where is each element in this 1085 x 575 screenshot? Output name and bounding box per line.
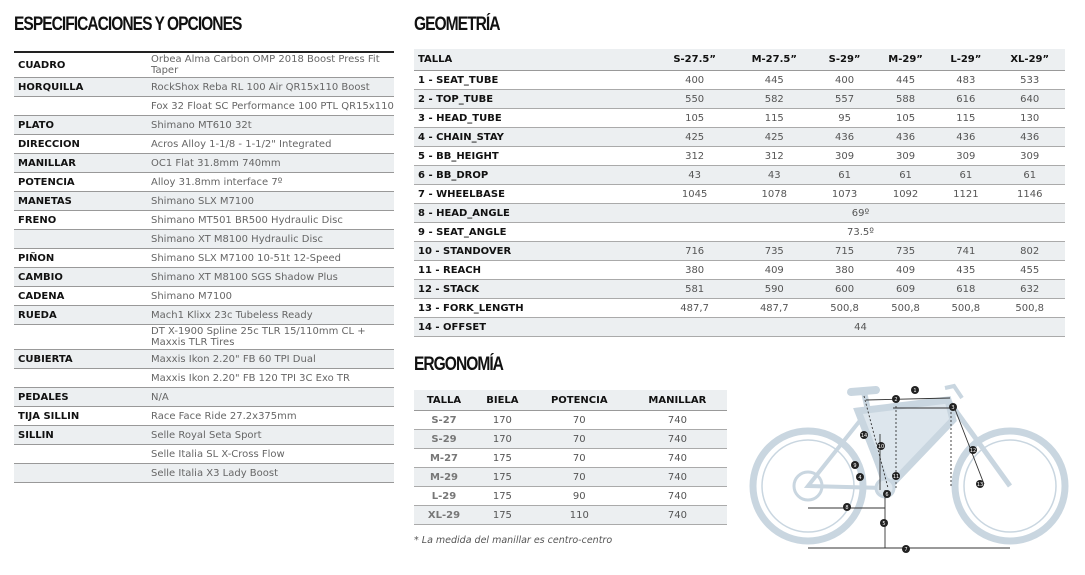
ergonomia-header-cell: TALLA — [414, 390, 474, 411]
spec-value: Shimano MT610 32t — [151, 119, 252, 131]
spec-value: Fox 32 Float SC Performance 100 PTL QR15x110 — [151, 100, 394, 112]
ergonomia-cell: 90 — [531, 487, 628, 506]
geometry-row — [414, 147, 1065, 166]
geometry-cell: 436 — [874, 128, 937, 147]
geometry-cell: 436 — [815, 128, 874, 147]
spec-value: Shimano XT M8100 Hydraulic Disc — [151, 233, 323, 245]
geometry-row-label: 1 - SEAT_TUBE — [414, 71, 656, 90]
geometry-header-cell: M-27.5” — [733, 49, 815, 71]
spec-value: Acros Alloy 1-1/8 - 1-1/2" Integrated — [151, 138, 332, 150]
geometry-cell: 400 — [815, 71, 874, 90]
geometry-cell: 500,8 — [874, 299, 937, 318]
geometry-cell: 1146 — [994, 185, 1065, 204]
geometry-row-label: 12 - STACK — [414, 280, 656, 299]
ergonomia-cell: 740 — [628, 506, 727, 525]
spec-label: PLATO — [18, 119, 54, 131]
geometry-row-label: 7 - WHEELBASE — [414, 185, 656, 204]
geometry-cell: 741 — [937, 242, 994, 261]
geometry-header-cell: TALLA — [414, 49, 656, 71]
geometry-cell: 400 — [656, 71, 733, 90]
spec-label: RUEDA — [18, 309, 57, 321]
callout-number: 4 — [858, 475, 862, 481]
spec-value: Shimano M7100 — [151, 290, 233, 302]
spec-value: Maxxis Ikon 2.20" FB 120 TPI 3C Exo TR — [151, 372, 350, 384]
ergonomia-cell: 70 — [531, 411, 628, 430]
spec-row — [14, 287, 394, 306]
callout-number: 8 — [845, 505, 849, 511]
geometry-row-label: 3 - HEAD_TUBE — [414, 109, 656, 128]
spec-row — [14, 230, 394, 249]
specs-table — [14, 51, 394, 483]
geometry-cell: 61 — [815, 166, 874, 185]
spec-value: Selle Italia SL X-Cross Flow — [151, 448, 285, 460]
spec-value: Mach1 Klixx 23c Tubeless Ready — [151, 309, 313, 321]
spec-row — [14, 97, 394, 116]
spec-row — [14, 350, 394, 369]
spec-row — [14, 407, 394, 426]
geometry-row — [414, 204, 1065, 223]
geometry-cell: 500,8 — [815, 299, 874, 318]
spec-label: MANILLAR — [18, 157, 76, 169]
spec-value: Shimano SLX M7100 10-51t 12-Speed — [151, 252, 342, 264]
geometry-cell: 61 — [937, 166, 994, 185]
geometry-cell: 61 — [874, 166, 937, 185]
spec-label: POTENCIA — [18, 176, 75, 188]
geometry-row-label: 2 - TOP_TUBE — [414, 90, 656, 109]
ergonomia-cell: 70 — [531, 430, 628, 449]
geometry-cell: 640 — [994, 90, 1065, 109]
spec-value: Alloy 31.8mm interface 7º — [151, 176, 283, 188]
geometry-row-label: 9 - SEAT_ANGLE — [414, 223, 656, 242]
callout-number: 7 — [904, 547, 908, 553]
spec-label: PIÑON — [18, 252, 55, 264]
geometry-cell: 715 — [815, 242, 874, 261]
geometry-cell: 500,8 — [994, 299, 1065, 318]
spec-row — [14, 426, 394, 445]
spec-row — [14, 388, 394, 407]
geometry-cell: 716 — [656, 242, 733, 261]
geometry-cell: 425 — [656, 128, 733, 147]
spec-row — [14, 211, 394, 230]
geometry-row-label: 6 - BB_DROP — [414, 166, 656, 185]
geometry-cell: 105 — [656, 109, 733, 128]
ergonomia-header-cell: BIELA — [474, 390, 531, 411]
spec-row — [14, 173, 394, 192]
geometry-cell: 616 — [937, 90, 994, 109]
geometry-header-cell: XL-29” — [994, 49, 1065, 71]
geometry-cell: 309 — [937, 147, 994, 166]
spec-row — [14, 192, 394, 211]
geometry-cell: 436 — [994, 128, 1065, 147]
ergonomia-cell: 175 — [474, 468, 531, 487]
geometry-header-cell: M-29” — [874, 49, 937, 71]
geometry-cell: 483 — [937, 71, 994, 90]
geometry-row-label: 14 - OFFSET — [414, 318, 656, 337]
geometry-row — [414, 223, 1065, 242]
ergonomia-cell: M-29 — [414, 468, 474, 487]
spec-row — [14, 325, 394, 350]
geometry-row — [414, 71, 1065, 90]
geometry-row — [414, 261, 1065, 280]
spec-value: Race Face Ride 27.2x375mm — [151, 410, 297, 422]
geometry-cell: 409 — [874, 261, 937, 280]
geometry-row — [414, 299, 1065, 318]
geometry-cell: 632 — [994, 280, 1065, 299]
geometry-merged-value: 69º — [656, 204, 1065, 223]
geometry-cell: 487,7 — [656, 299, 733, 318]
geometry-cell: 735 — [874, 242, 937, 261]
geometry-header-cell: S-27.5” — [656, 49, 733, 71]
spec-value: DT X-1900 Spline 25c TLR 15/110mm CL + Maxxis TLR Tires — [151, 326, 366, 348]
ergonomia-cell: 740 — [628, 449, 727, 468]
geometry-header-row — [414, 49, 1065, 71]
ergonomia-cell: S-27 — [414, 411, 474, 430]
ergonomia-cell: XL-29 — [414, 506, 474, 525]
geometry-row-label: 13 - FORK_LENGTH — [414, 299, 656, 318]
geometry-cell: 43 — [656, 166, 733, 185]
spec-label: MANETAS — [18, 195, 72, 207]
geometry-cell: 380 — [815, 261, 874, 280]
geometry-row-label: 4 - CHAIN_STAY — [414, 128, 656, 147]
geometry-row-label: 8 - HEAD_ANGLE — [414, 204, 656, 223]
ergonomia-row — [414, 468, 727, 487]
ergonomia-row — [414, 449, 727, 468]
ergonomia-cell: 740 — [628, 411, 727, 430]
ergonomia-cell: 175 — [474, 449, 531, 468]
geometry-cell: 802 — [994, 242, 1065, 261]
spec-value: RockShox Reba RL 100 Air QR15x110 Boost — [151, 81, 370, 93]
ergonomia-cell: 70 — [531, 449, 628, 468]
geometry-cell: 557 — [815, 90, 874, 109]
ergonomia-row — [414, 487, 727, 506]
geometry-header-cell: L-29” — [937, 49, 994, 71]
geometry-cell: 609 — [874, 280, 937, 299]
spec-label: HORQUILLA — [18, 81, 84, 93]
spec-label: CUBIERTA — [18, 353, 73, 365]
spec-row — [14, 268, 394, 287]
geometry-row-label: 10 - STANDOVER — [414, 242, 656, 261]
spec-label: FRENO — [18, 214, 57, 226]
geometry-row — [414, 166, 1065, 185]
spec-value: N/A — [151, 391, 169, 403]
spec-row — [14, 445, 394, 464]
callout-number: 14 — [860, 433, 868, 439]
geometry-row — [414, 109, 1065, 128]
ergonomia-cell: 110 — [531, 506, 628, 525]
spec-row — [14, 53, 394, 78]
callout-number: 3 — [951, 405, 955, 411]
geometry-row-label: 11 - REACH — [414, 261, 656, 280]
geometry-cell: 115 — [733, 109, 815, 128]
bike-frame-illustration — [753, 386, 1065, 541]
geometry-cell: 581 — [656, 280, 733, 299]
ergonomia-cell: 170 — [474, 430, 531, 449]
geometry-row-label: 5 - BB_HEIGHT — [414, 147, 656, 166]
geometry-table — [414, 49, 1065, 337]
geometry-cell: 1121 — [937, 185, 994, 204]
ergonomia-cell: 175 — [474, 487, 531, 506]
geometry-row — [414, 128, 1065, 147]
ergonomia-cell: M-27 — [414, 449, 474, 468]
geometry-cell: 550 — [656, 90, 733, 109]
manillar-note: * La medida del manillar es centro-centro — [414, 535, 613, 546]
geometry-cell: 95 — [815, 109, 874, 128]
spec-row — [14, 78, 394, 97]
geometry-cell: 735 — [733, 242, 815, 261]
geometry-cell: 618 — [937, 280, 994, 299]
spec-value: Selle Italia X3 Lady Boost — [151, 467, 279, 479]
spec-label: CAMBIO — [18, 271, 63, 283]
geometry-cell: 1073 — [815, 185, 874, 204]
ergonomia-header-row — [414, 390, 727, 411]
geometry-cell: 1078 — [733, 185, 815, 204]
ergonomia-title: ERGONOMÍA — [414, 354, 503, 375]
geometry-cell: 105 — [874, 109, 937, 128]
geometry-cell: 1045 — [656, 185, 733, 204]
spec-value: Orbea Alma Carbon OMP 2018 Boost Press Fit Taper — [151, 54, 380, 76]
spec-row — [14, 135, 394, 154]
geometry-cell: 312 — [733, 147, 815, 166]
geometry-row — [414, 185, 1065, 204]
ergonomia-header-cell: POTENCIA — [531, 390, 628, 411]
geometry-cell: 409 — [733, 261, 815, 280]
spec-label: PEDALES — [18, 391, 69, 403]
geometry-cell: 61 — [994, 166, 1065, 185]
geometry-cell: 312 — [656, 147, 733, 166]
ergonomia-row — [414, 430, 727, 449]
spec-value: Shimano SLX M7100 — [151, 195, 254, 207]
geometry-cell: 380 — [656, 261, 733, 280]
spec-value: OC1 Flat 31.8mm 740mm — [151, 157, 281, 169]
spec-value: Shimano XT M8100 SGS Shadow Plus — [151, 271, 338, 283]
geometry-cell: 445 — [874, 71, 937, 90]
ergonomia-table — [414, 390, 727, 525]
spec-label: SILLIN — [18, 429, 54, 441]
geometry-row — [414, 90, 1065, 109]
geometry-cell: 115 — [937, 109, 994, 128]
geometry-cell: 1092 — [874, 185, 937, 204]
spec-label: DIRECCION — [18, 138, 80, 150]
geometry-cell: 309 — [815, 147, 874, 166]
callout-number: 12 — [969, 448, 977, 454]
spec-label: TIJA SILLIN — [18, 410, 80, 422]
geometry-cell: 130 — [994, 109, 1065, 128]
spec-row — [14, 464, 394, 483]
callout-number: 13 — [976, 482, 984, 488]
geometry-cell: 590 — [733, 280, 815, 299]
spec-row — [14, 154, 394, 173]
spec-row — [14, 249, 394, 268]
ergonomia-cell: 70 — [531, 468, 628, 487]
ergonomia-cell: S-29 — [414, 430, 474, 449]
callout-number: 1 — [913, 388, 917, 394]
geometry-cell: 487,7 — [733, 299, 815, 318]
specs-title: ESPECIFICACIONES Y OPCIONES — [14, 14, 242, 35]
geometry-cell: 588 — [874, 90, 937, 109]
geometry-title: GEOMETRÍA — [414, 14, 500, 35]
geometry-cell: 445 — [733, 71, 815, 90]
ergonomia-cell: 175 — [474, 506, 531, 525]
spec-value: Maxxis Ikon 2.20" FB 60 TPI Dual — [151, 353, 316, 365]
geometry-cell: 435 — [937, 261, 994, 280]
ergonomia-cell: 170 — [474, 411, 531, 430]
spec-row — [14, 369, 394, 388]
ergonomia-cell: 740 — [628, 487, 727, 506]
geometry-row — [414, 318, 1065, 337]
callout-number: 9 — [853, 463, 857, 469]
ergonomia-row — [414, 411, 727, 430]
geometry-cell: 425 — [733, 128, 815, 147]
ergonomia-cell: 740 — [628, 430, 727, 449]
spec-value: Selle Royal Seta Sport — [151, 429, 262, 441]
callout-number: 10 — [877, 444, 885, 450]
geometry-cell: 309 — [994, 147, 1065, 166]
callout-number: 6 — [885, 492, 889, 498]
spec-label: CUADRO — [18, 59, 66, 71]
geometry-cell: 455 — [994, 261, 1065, 280]
geometry-merged-value: 73.5º — [656, 223, 1065, 242]
ergonomia-cell: 740 — [628, 468, 727, 487]
spec-row — [14, 116, 394, 135]
bike-geometry-diagram — [748, 378, 1073, 556]
ergonomia-header-cell: MANILLAR — [628, 390, 727, 411]
geometry-merged-value: 44 — [656, 318, 1065, 337]
geometry-cell: 500,8 — [937, 299, 994, 318]
geometry-row — [414, 280, 1065, 299]
geometry-cell: 436 — [937, 128, 994, 147]
geometry-cell: 600 — [815, 280, 874, 299]
geometry-cell: 309 — [874, 147, 937, 166]
ergonomia-cell: L-29 — [414, 487, 474, 506]
geometry-header-cell: S-29” — [815, 49, 874, 71]
spec-row — [14, 306, 394, 325]
geometry-cell: 582 — [733, 90, 815, 109]
callout-number: 11 — [892, 474, 900, 480]
ergonomia-row — [414, 506, 727, 525]
geometry-row — [414, 242, 1065, 261]
spec-value: Shimano MT501 BR500 Hydraulic Disc — [151, 214, 343, 226]
callout-number: 5 — [882, 521, 886, 527]
spec-label: CADENA — [18, 290, 65, 302]
geometry-cell: 43 — [733, 166, 815, 185]
callout-number: 2 — [894, 397, 898, 403]
geometry-cell: 533 — [994, 71, 1065, 90]
